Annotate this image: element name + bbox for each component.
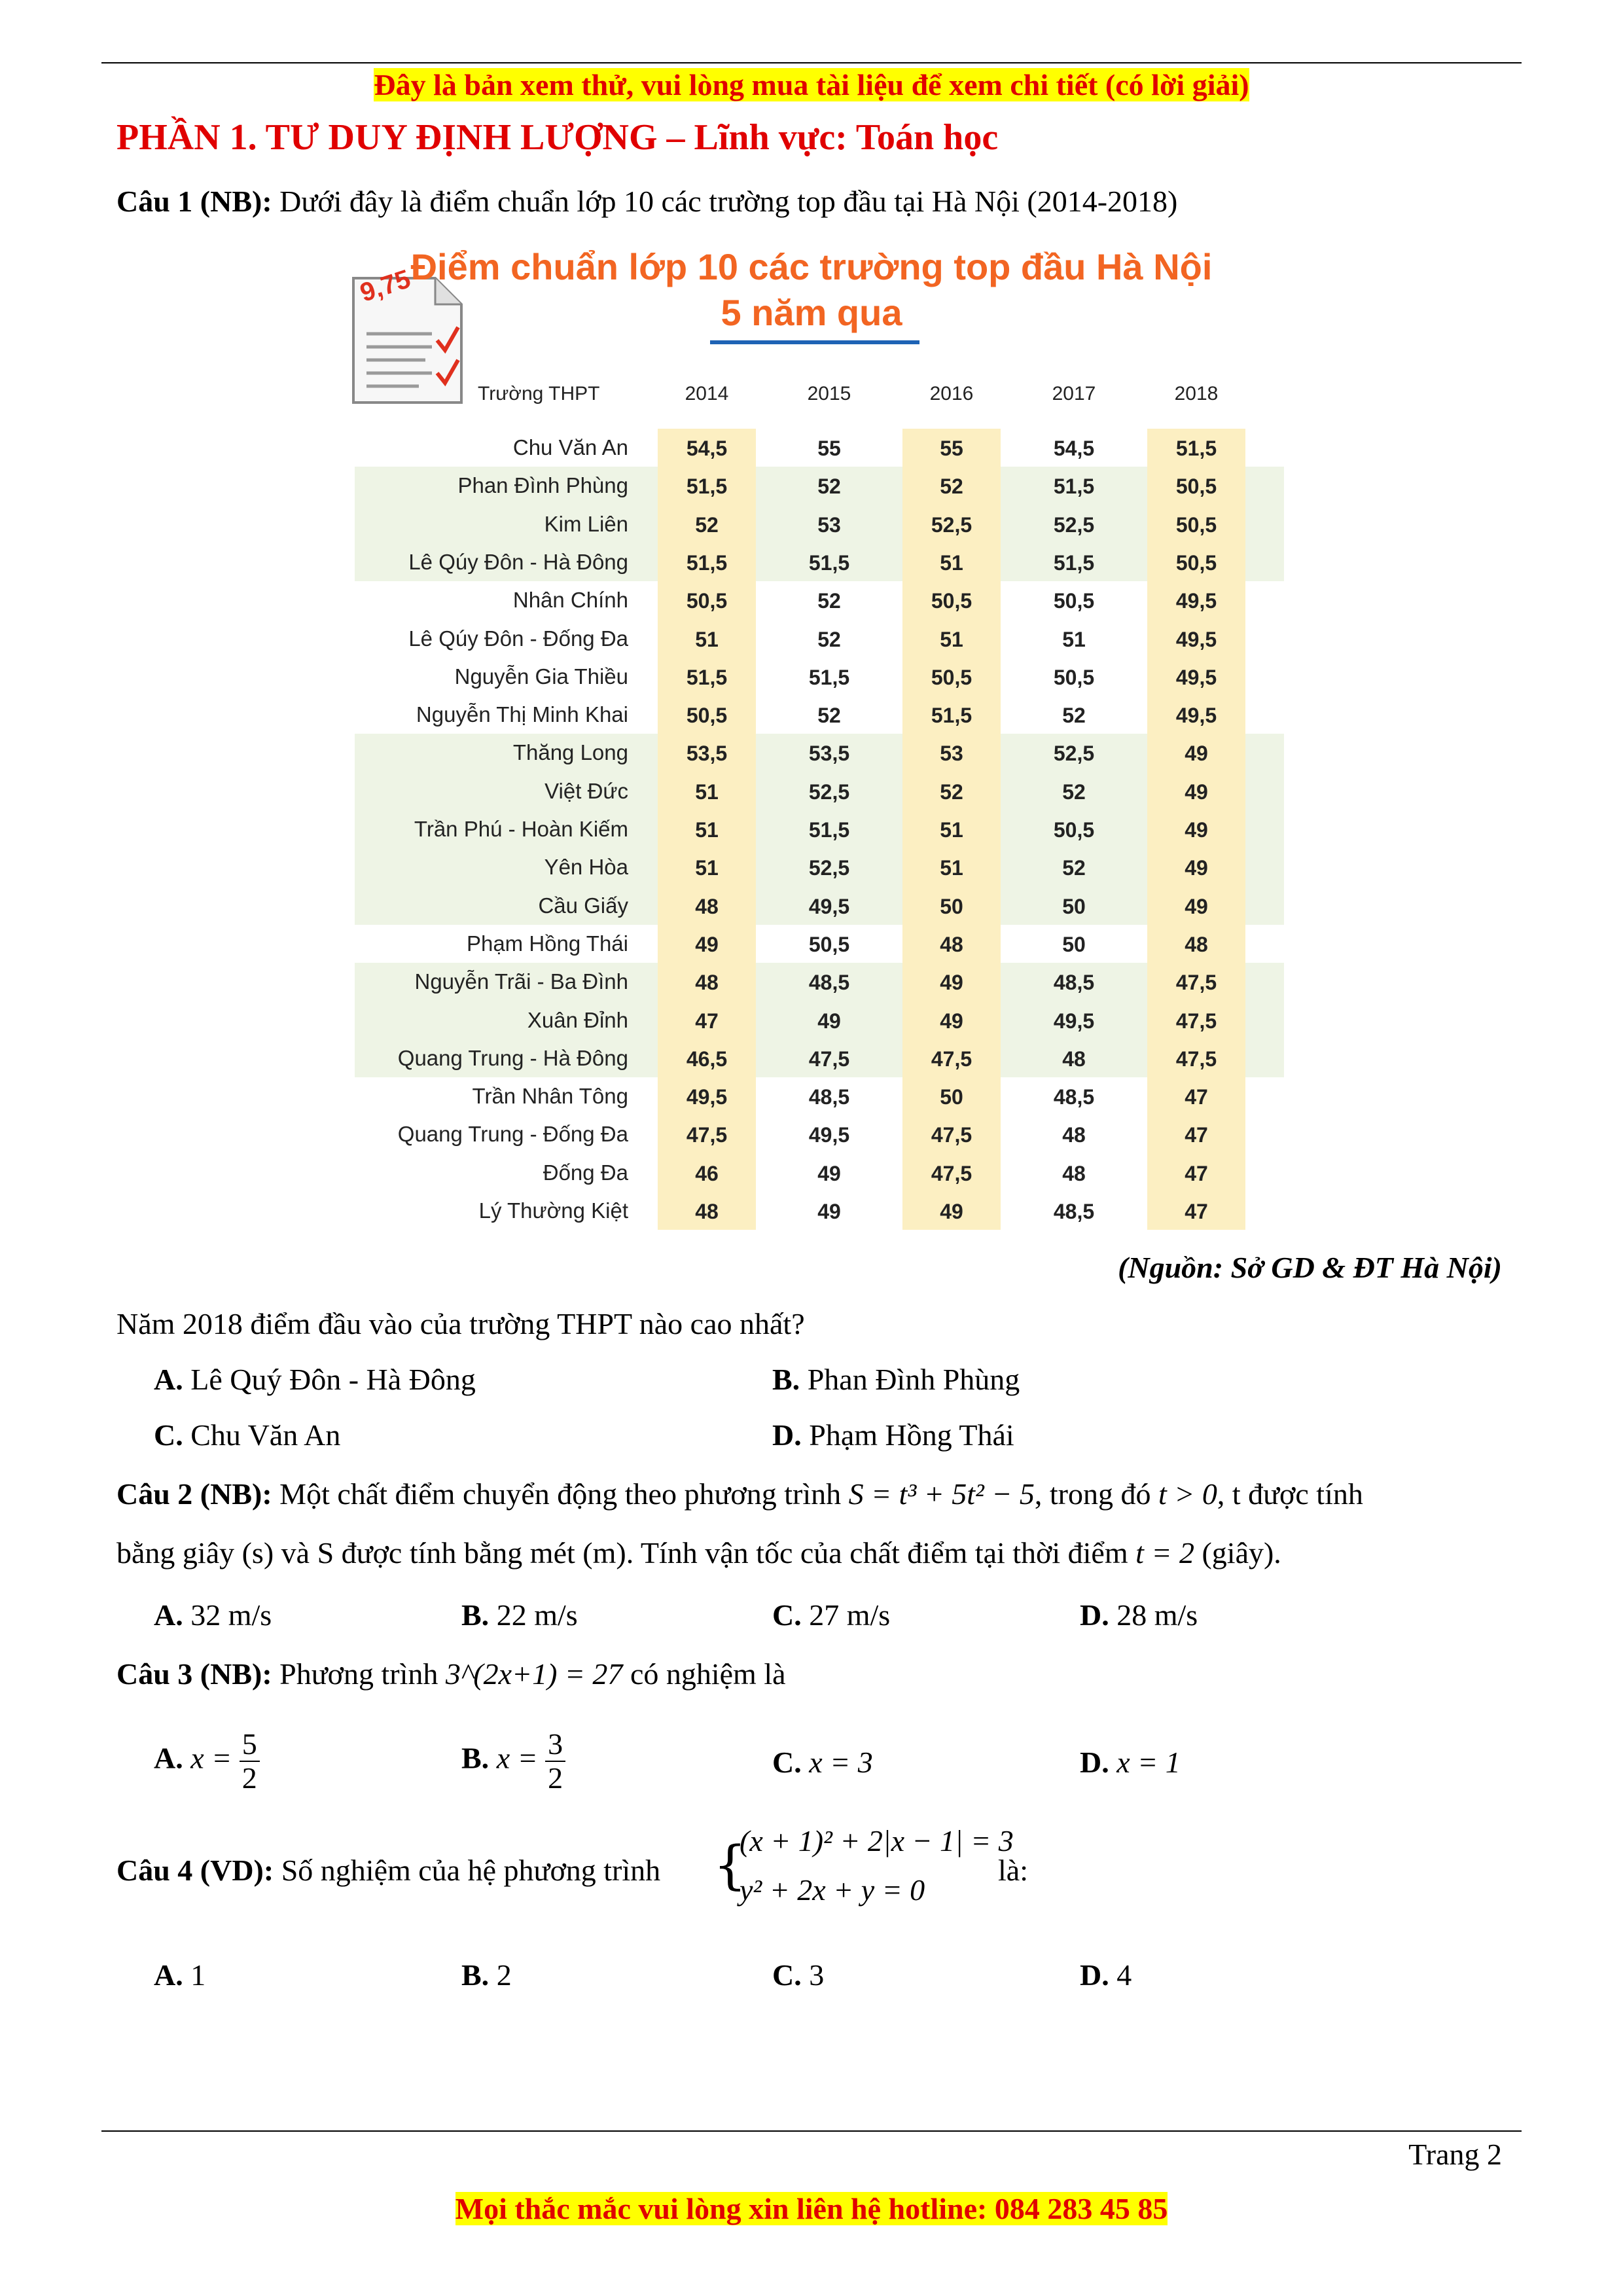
score-cell: 48 [1062, 1047, 1086, 1071]
score-cell: 48 [1062, 1123, 1086, 1147]
school-name: Trần Nhân Tông [472, 1084, 628, 1109]
q2-option-b[interactable] [461, 1597, 578, 1634]
score-cell: 52 [817, 475, 841, 499]
score-cell: 53,5 [808, 742, 850, 766]
motion-equation: S = t³ + 5t² − 5 [848, 1477, 1035, 1511]
option-fraction [545, 1728, 565, 1795]
q4-option-d[interactable] [1080, 1957, 1132, 1994]
question-4-label: Câu 4 (VD): [116, 1854, 274, 1887]
option-label: B. [461, 1598, 490, 1632]
score-cell: 55 [817, 437, 841, 460]
score-cell: 46 [695, 1161, 719, 1185]
score-cell: 48,5 [1053, 1085, 1095, 1109]
option-text: 3 [801, 1958, 825, 1992]
school-name: Phạm Hồng Thái [466, 931, 628, 956]
school-name: Nguyễn Gia Thiều [454, 664, 628, 689]
score-cell: 51,5 [808, 550, 850, 575]
score-cell: 51,5 [686, 550, 728, 575]
score-cell: 50,5 [686, 704, 728, 728]
q1-option-b[interactable] [772, 1361, 1020, 1398]
question-4-suffix: là: [998, 1854, 1028, 1887]
score-cell: 51,5 [808, 818, 850, 842]
option-label: D. [1080, 1958, 1109, 1992]
score-cell: 52,5 [1053, 512, 1095, 537]
score-cell: 49,5 [808, 894, 850, 918]
option-label: B. [772, 1363, 800, 1396]
school-name: Quang Trung - Hà Đông [397, 1045, 628, 1070]
option-text: Phan Đình Phùng [800, 1363, 1020, 1396]
school-name: Nguyễn Thị Minh Khai [416, 702, 628, 727]
score-cell: 47,5 [931, 1047, 972, 1071]
option-text: 4 [1109, 1958, 1132, 1992]
score-cell: 53 [817, 512, 841, 537]
score-cell: 51,5 [1053, 475, 1095, 499]
score-cell: 50,5 [1175, 475, 1217, 499]
score-cell: 50 [1062, 932, 1086, 956]
score-infographic [340, 232, 1283, 1244]
score-cell: 50 [940, 1085, 963, 1109]
year-header: 2014 [685, 383, 729, 404]
question-1-intro [116, 183, 1177, 220]
question-1-label: Câu 1 (NB): [116, 185, 272, 218]
option-text: 28 m/s [1109, 1598, 1198, 1632]
score-cell: 49 [1185, 894, 1208, 918]
score-cell: 50,5 [1053, 589, 1095, 613]
score-cell: 47,5 [1175, 1047, 1217, 1071]
preview-notice-wrap [0, 65, 1623, 105]
school-name: Đống Đa [543, 1160, 628, 1185]
option-label: D. [772, 1418, 802, 1452]
time-value: t = 2 [1135, 1536, 1194, 1570]
score-cell: 47 [1185, 1200, 1208, 1223]
score-cell: 50,5 [1175, 512, 1217, 537]
option-fraction [240, 1728, 260, 1795]
option-variable: x = [190, 1741, 232, 1775]
score-cell: 54,5 [686, 437, 728, 460]
school-name: Lê Qúy Đôn - Đống Đa [408, 626, 628, 651]
school-name: Kim Liên [544, 511, 628, 536]
option-text: 1 [183, 1958, 206, 1992]
question-1-prompt: Năm 2018 điểm đầu vào của trường THPT nào cao nhất? [116, 1307, 805, 1340]
school-name: Việt Đức [544, 778, 628, 803]
score-cell: 51 [940, 627, 963, 651]
q1-option-a[interactable] [154, 1361, 476, 1398]
score-cell: 48 [695, 894, 719, 918]
score-cell: 53 [940, 742, 963, 766]
option-label: A. [154, 1363, 183, 1396]
score-cell: 50,5 [1053, 665, 1095, 689]
score-cell: 50 [940, 894, 963, 918]
score-cell: 49 [817, 1200, 841, 1223]
fraction-denominator: 2 [548, 1761, 563, 1795]
score-cell: 49 [817, 1161, 841, 1185]
school-name: Xuân Đỉnh [527, 1007, 628, 1032]
score-cell: 51 [940, 856, 963, 880]
score-cell: 51 [940, 550, 963, 575]
source-citation: (Nguồn: Sở GD & ĐT Hà Nội) [1118, 1251, 1502, 1284]
score-cell: 47 [1185, 1123, 1208, 1147]
fraction-numerator: 3 [545, 1728, 565, 1762]
score-cell: 51,5 [686, 475, 728, 499]
option-text: Phạm Hồng Thái [801, 1418, 1014, 1452]
school-name: Lý Thường Kiệt [478, 1198, 628, 1223]
infographic-title-line-1: Điểm chuẩn lớp 10 các trường top đầu Hà Nội [410, 246, 1213, 287]
score-cell: 52,5 [808, 780, 850, 804]
score-cell: 49 [1185, 856, 1208, 880]
question-3-line [116, 1656, 786, 1693]
hotline-notice: Mọi thắc mắc vui lòng xin liên hệ hotline: 084 283 45 85 [455, 2192, 1168, 2225]
school-name: Phan Đình Phùng [457, 473, 628, 498]
question-2-line-1 [116, 1476, 1363, 1513]
question-1-text: Dưới đây là điểm chuẩn lớp 10 các trường top đầu tại Hà Nội (2014-2018) [272, 185, 1178, 218]
score-cell: 49 [940, 971, 963, 995]
score-cell: 49 [1185, 780, 1208, 804]
score-cell: 50,5 [686, 589, 728, 613]
question-4-line [116, 1852, 660, 1889]
q4-option-c[interactable] [772, 1957, 824, 1994]
score-cell: 50,5 [931, 589, 972, 613]
score-cell: 48 [695, 1200, 719, 1223]
option-label: A. [154, 1741, 183, 1775]
score-cell: 50 [1062, 894, 1086, 918]
score-cell: 52,5 [808, 856, 850, 880]
score-cell: 50,5 [931, 665, 972, 689]
option-label: C. [772, 1958, 802, 1992]
school-name: Lê Qúy Đôn - Hà Đông [408, 549, 628, 574]
score-cell: 49 [1185, 742, 1208, 766]
score-cell: 47,5 [1175, 1009, 1217, 1033]
question-3-text: có nghiệm là [622, 1657, 786, 1691]
option-label: A. [154, 1958, 183, 1992]
score-cell: 47,5 [808, 1047, 850, 1071]
score-cell: 52,5 [931, 512, 972, 537]
score-cell: 49,5 [1175, 704, 1217, 728]
option-variable: x = [496, 1741, 538, 1775]
score-cell: 54,5 [1053, 437, 1095, 460]
option-label: D. [1080, 1598, 1109, 1632]
score-cell: 50,5 [1175, 550, 1217, 575]
score-cell: 48,5 [1053, 1200, 1095, 1223]
q3-option-b[interactable] [461, 1728, 565, 1795]
q2-option-d[interactable] [1080, 1597, 1198, 1634]
q3-option-d[interactable] [1080, 1744, 1181, 1781]
score-cell: 51 [695, 627, 719, 651]
question-3-text: Phương trình [272, 1657, 446, 1691]
school-column-header: Trường THPT [478, 383, 600, 404]
score-cell: 48 [1185, 932, 1208, 956]
score-cell: 52 [1062, 780, 1086, 804]
option-text: 22 m/s [489, 1598, 578, 1632]
score-cell: 52 [940, 475, 963, 499]
score-cell: 48,5 [808, 971, 850, 995]
score-cell: 51 [1062, 627, 1086, 651]
option-label: B. [461, 1741, 490, 1775]
option-text: 2 [489, 1958, 512, 1992]
school-name: Trần Phú - Hoàn Kiếm [414, 817, 628, 841]
question-2-label: Câu 2 (NB): [116, 1477, 272, 1511]
score-badge: 9,75 [356, 264, 414, 308]
score-cell: 49 [695, 932, 719, 956]
q1-option-c[interactable] [154, 1417, 340, 1454]
score-cell: 53,5 [686, 742, 728, 766]
score-cell: 52 [817, 589, 841, 613]
fraction-denominator: 2 [241, 1761, 257, 1795]
option-label: C. [772, 1598, 802, 1632]
system-equation-1: (x + 1)² + 2|x − 1| = 3 [740, 1824, 1014, 1857]
score-cell: 48 [940, 932, 963, 956]
q1-option-d[interactable] [772, 1417, 1014, 1454]
option-text: x = 3 [809, 1746, 873, 1779]
question-2-text: bằng giây (s) và S được tính bằng mét (m). Tính vận tốc của chất điểm tại thời điểm [116, 1536, 1136, 1570]
score-cell: 51,5 [1175, 437, 1217, 460]
school-name: Quang Trung - Đống Đa [397, 1122, 628, 1147]
infographic-title-line-2: 5 năm qua [721, 292, 902, 333]
score-cell: 48,5 [1053, 971, 1095, 995]
option-label: D. [1080, 1746, 1109, 1779]
score-cell: 47 [1185, 1161, 1208, 1185]
option-label: C. [154, 1418, 183, 1452]
bottom-rule [101, 2130, 1522, 2132]
score-cell: 50,5 [808, 932, 850, 956]
score-cell: 49 [940, 1200, 963, 1223]
hotline-wrap [0, 2189, 1623, 2229]
school-name: Thăng Long [512, 740, 628, 765]
question-2-text: Một chất điểm chuyển động theo phương trình [272, 1477, 849, 1511]
option-text: 27 m/s [801, 1598, 891, 1632]
q4-option-b[interactable] [461, 1957, 512, 1994]
page-number: Trang 2 [1408, 2138, 1502, 2171]
score-cell: 52 [1062, 856, 1086, 880]
score-cell: 46,5 [686, 1047, 728, 1071]
score-cell: 49,5 [686, 1085, 728, 1109]
school-name: Chu Văn An [512, 435, 628, 459]
system-brace: { [713, 1835, 747, 1895]
score-cell: 48 [695, 971, 719, 995]
score-cell: 51,5 [1053, 550, 1095, 575]
exponential-equation: 3^(2x+1) = 27 [445, 1657, 623, 1691]
school-name: Cầu Giấy [538, 893, 628, 918]
score-cell: 49 [940, 1009, 963, 1033]
option-text: 32 m/s [183, 1598, 272, 1632]
year-header: 2016 [929, 383, 974, 404]
score-cell: 51,5 [686, 665, 728, 689]
score-cell: 55 [940, 437, 963, 460]
option-label: A. [154, 1598, 183, 1632]
score-cell: 52 [695, 512, 719, 537]
score-cell: 48,5 [808, 1085, 850, 1109]
school-name: Nguyễn Trãi - Ba Đình [414, 969, 628, 994]
score-cell: 47,5 [686, 1123, 728, 1147]
top-rule [101, 62, 1522, 63]
school-name: Yên Hòa [544, 855, 628, 880]
score-cell: 52 [940, 780, 963, 804]
score-cell: 47 [695, 1009, 719, 1033]
score-cell: 49,5 [1175, 627, 1217, 651]
q3-option-a[interactable] [154, 1728, 260, 1795]
score-cell: 47 [1185, 1085, 1208, 1109]
score-cell: 51 [695, 780, 719, 804]
score-cell: 49,5 [1053, 1009, 1095, 1033]
question-2-line-2 [116, 1535, 1281, 1571]
year-header: 2018 [1174, 383, 1219, 404]
time-condition: t > 0 [1158, 1477, 1217, 1511]
score-cell: 51,5 [808, 665, 850, 689]
score-cell: 52 [817, 704, 841, 728]
score-cell: 52,5 [1053, 742, 1095, 766]
score-cell: 51 [695, 856, 719, 880]
score-cell: 49 [1185, 818, 1208, 842]
system-equation-2: y² + 2x + y = 0 [740, 1873, 925, 1907]
fraction-numerator: 5 [240, 1728, 260, 1762]
score-cell: 49,5 [1175, 665, 1217, 689]
score-cell: 51 [940, 818, 963, 842]
question-2-text: , t được tính [1217, 1477, 1363, 1511]
question-4-text: Số nghiệm của hệ phương trình [274, 1854, 661, 1887]
section-title: PHẦN 1. TƯ DUY ĐỊNH LƯỢNG – Lĩnh vực: Toán học [116, 117, 999, 158]
score-cell: 52 [817, 627, 841, 651]
title-underline [710, 340, 919, 344]
option-label: B. [461, 1958, 490, 1992]
option-text: Lê Quý Đôn - Hà Đông [183, 1363, 476, 1396]
q4-option-a[interactable] [154, 1957, 205, 1994]
year-header: 2017 [1052, 383, 1096, 404]
score-cell: 52 [1062, 704, 1086, 728]
score-cell: 51,5 [931, 704, 972, 728]
score-cell: 47,5 [931, 1161, 972, 1185]
option-text: Chu Văn An [183, 1418, 341, 1452]
score-cell: 51 [695, 818, 719, 842]
score-cell: 49,5 [808, 1123, 850, 1147]
q2-option-c[interactable] [772, 1597, 890, 1634]
option-label: C. [772, 1746, 802, 1779]
preview-notice: Đây là bản xem thử, vui lòng mua tài liệu để xem chi tiết (có lời giải) [374, 68, 1249, 101]
q2-option-a[interactable] [154, 1597, 272, 1634]
question-2-text: (giây). [1194, 1536, 1281, 1570]
question-3-label: Câu 3 (NB): [116, 1657, 272, 1691]
year-header: 2015 [807, 383, 851, 404]
question-2-text: , trong đó [1034, 1477, 1158, 1511]
score-cell: 50,5 [1053, 818, 1095, 842]
option-text: x = 1 [1116, 1746, 1181, 1779]
score-cell: 49 [817, 1009, 841, 1033]
score-cell: 47,5 [1175, 971, 1217, 995]
school-name: Nhân Chính [512, 588, 628, 613]
q3-option-c[interactable] [772, 1744, 873, 1781]
score-cell: 47,5 [931, 1123, 972, 1147]
score-cell: 49,5 [1175, 589, 1217, 613]
score-cell: 48 [1062, 1161, 1086, 1185]
